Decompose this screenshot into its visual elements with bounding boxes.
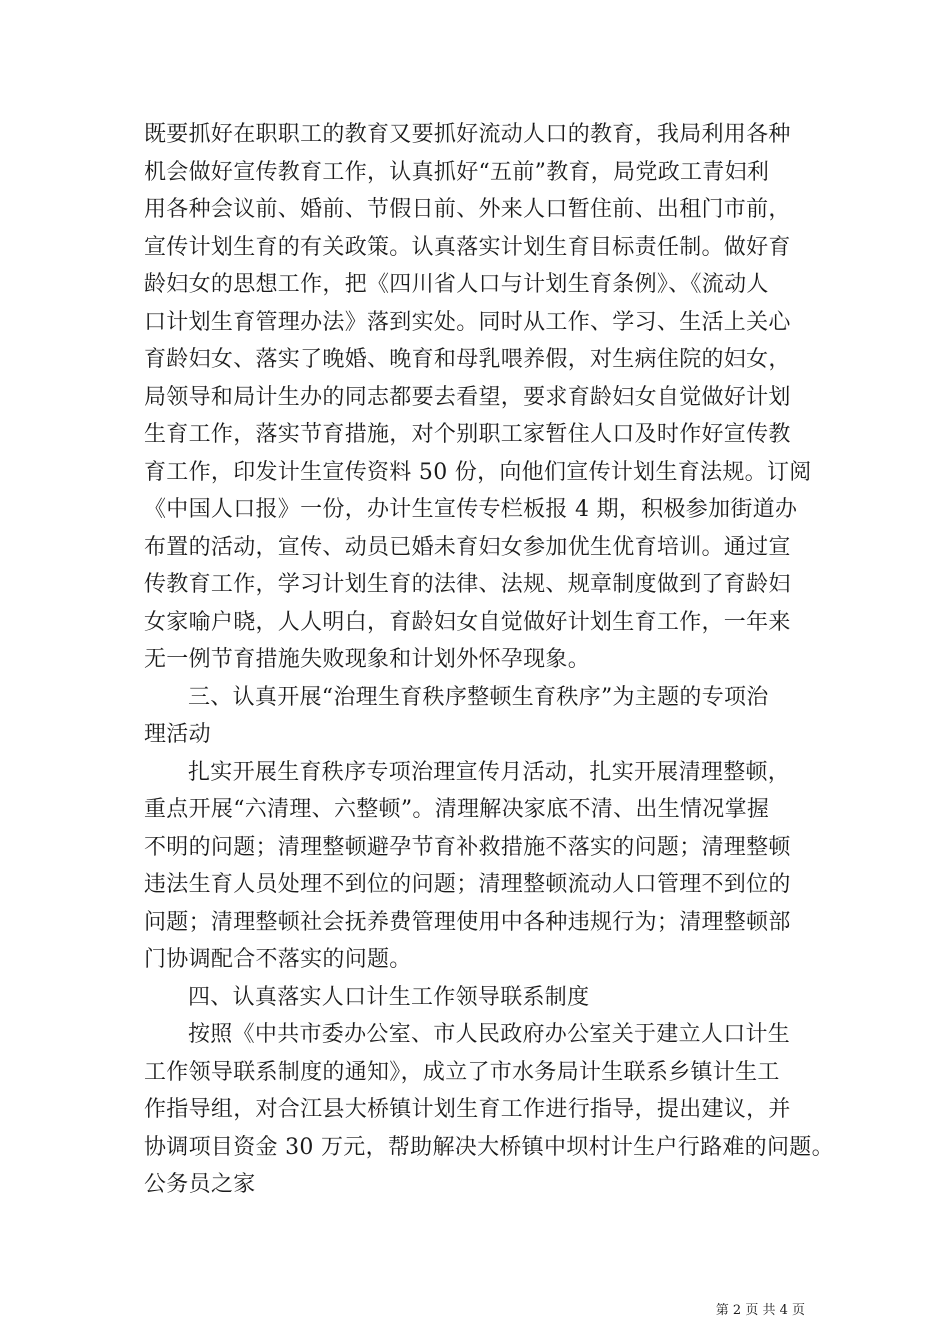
document-body [144,116,834,1204]
text-line: 理活动 [144,722,211,747]
text-line: 育工作，印发计生宣传资料 50 份，向他们宣传计划生育法规。订阅 [144,459,812,485]
text-line: 扎实开展生育秩序专项治理宣传月活动，扎实开展清理整顿， [188,759,791,785]
text-line: 作指导组，对合江县大桥镇计划生育工作进行指导，提出建议，并 [144,1097,791,1122]
text-line: 工作领导联系制度的通知》，成立了市水务局计生联系乡镇计生工 [144,1059,780,1085]
text-line: 育龄妇女、落实了晚婚、晚育和母乳喂养假，对生病住院的妇女， [144,347,791,372]
text-line: 口计划生育管理办法》落到实处。同时从工作、学习、生活上关心 [144,309,791,335]
text-line: 《中国人口报》一份，办计生宣传专栏板报 4 期，积极参加街道办 [144,497,798,522]
text-line: 协调项目资金 30 万元，帮助解决大桥镇中坝村计生户行路难的问题。 [144,1134,834,1160]
text-line: 重点开展“六清理、六整顿”。清理解决家底不清、出生情况掌握 [144,797,770,822]
text-line: 龄妇女的思想工作，把《四川省人口与计划生育条例》、《流动人 [144,272,769,297]
text-line: 门协调配合不落实的问题。 [144,947,412,972]
page-number-footer: 第 2 页 共 4 页 [715,1303,805,1318]
text-line: 机会做好宣传教育工作，认真抓好“五前”教育，局党政工青妇利 [144,159,770,185]
text-line: 用各种会议前、婚前、节假日前、外来人口暂住前、出租门市前， [144,197,791,222]
text-line: 传教育工作，学习计划生育的法律、法规、规章制度做到了育龄妇 [144,572,791,597]
text-line: 女家喻户晓，人人明白，育龄妇女自觉做好计划生育工作，一年来 [144,609,791,635]
text-line: 既要抓好在职职工的教育又要抓好流动人口的教育，我局利用各种 [144,122,791,147]
text-line: 按照《中共市委办公室、市人民政府办公室关于建立人口计生 [188,1022,791,1047]
text-line: 生育工作，落实节育措施，对个别职工家暂住人口及时作好宣传教 [144,422,791,447]
text-line: 公务员之家 [144,1172,256,1197]
text-line: 宣传计划生育的有关政策。认真落实计划生育目标责任制。做好育 [144,234,791,260]
text-line: 三、认真开展“治理生育秩序整顿生育秩序”为主题的专项治 [188,684,769,710]
text-line: 布置的活动，宣传、动员已婚未育妇女参加优生优育培训。通过宣 [144,534,791,560]
text-line: 违法生育人员处理不到位的问题；清理整顿流动人口管理不到位的 [144,872,791,897]
text-line: 问题；清理整顿社会抚养费管理使用中各种违规行为；清理整顿部 [144,909,791,935]
text-line: 不明的问题；清理整顿避孕节育补救措施不落实的问题；清理整顿 [144,834,791,860]
text-line: 局领导和局计生办的同志都要去看望，要求育龄妇女自觉做好计划 [144,384,791,410]
text-line: 四、认真落实人口计生工作领导联系制度 [188,984,590,1010]
text-line: 无一例节育措施失败现象和计划外怀孕现象。 [144,647,591,672]
